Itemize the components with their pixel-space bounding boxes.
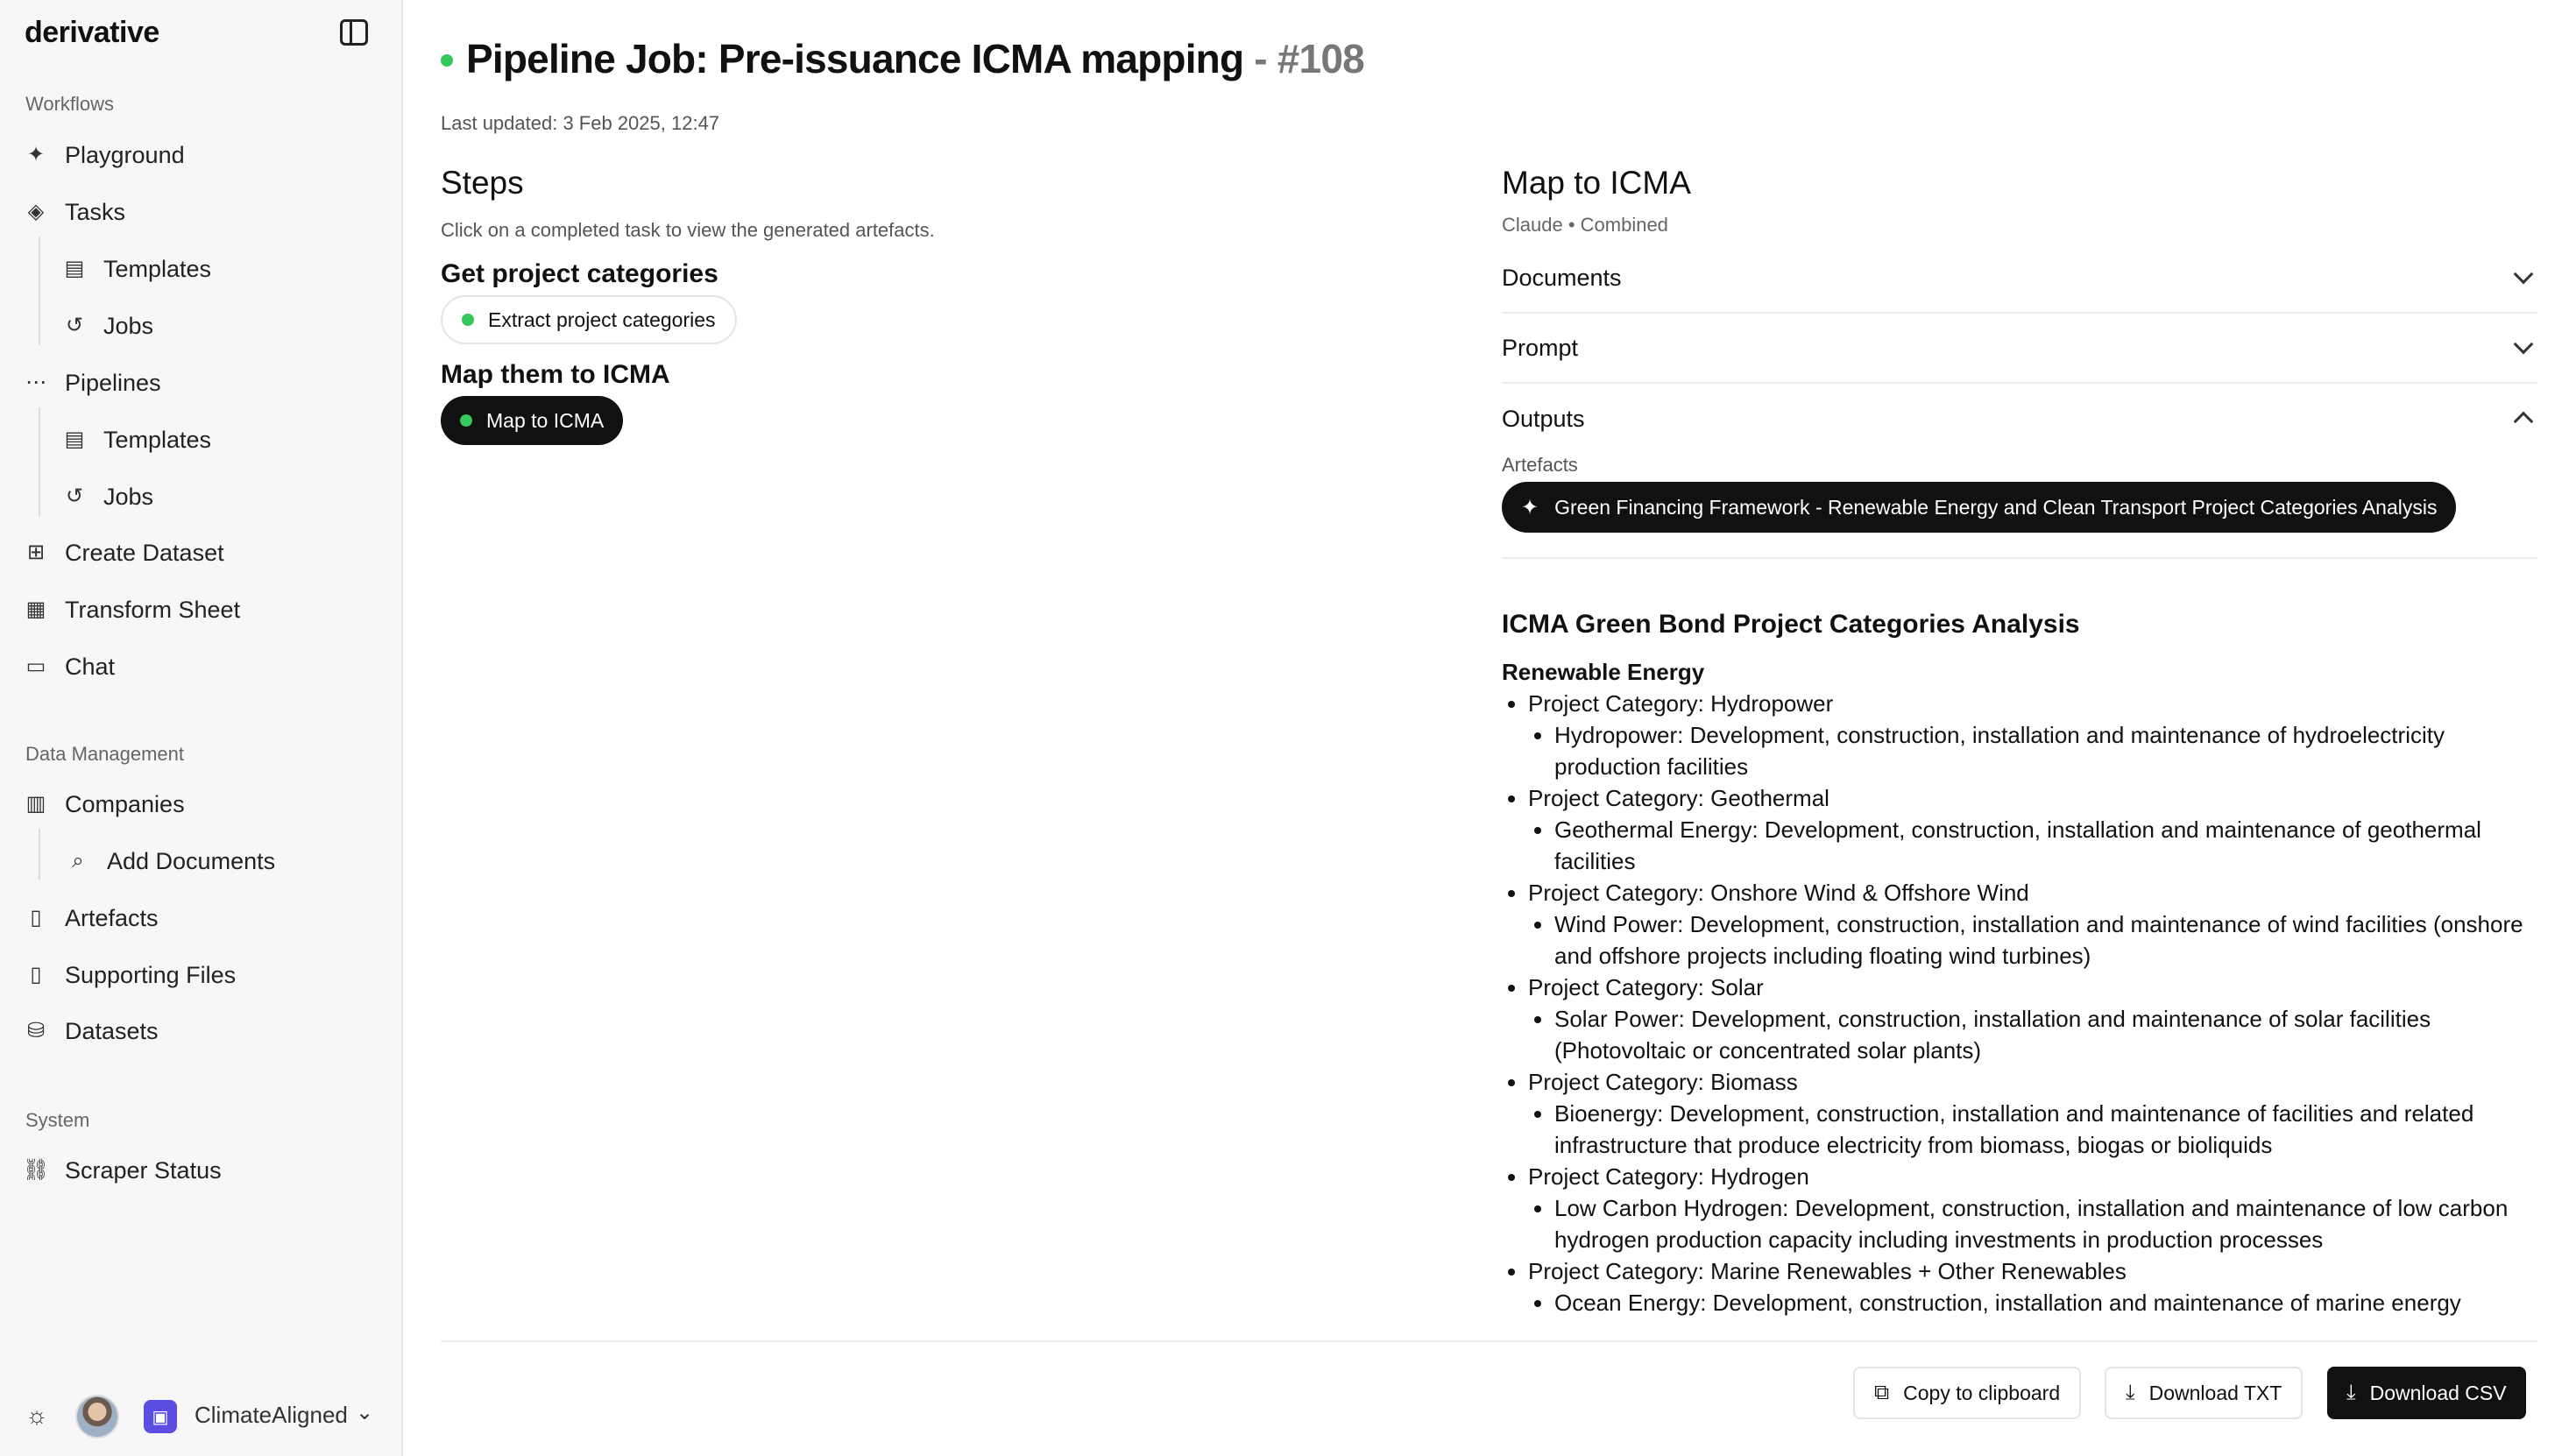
tree-line xyxy=(39,829,40,880)
tree-line xyxy=(39,237,40,345)
sidebar-item-artefacts[interactable] xyxy=(25,897,159,939)
download-csv-button[interactable] xyxy=(2327,1367,2526,1419)
accordion-prompt[interactable] xyxy=(1502,314,2537,384)
template-icon: ▤ xyxy=(64,257,85,280)
sheet-icon: ▦ xyxy=(25,597,46,621)
layers-icon: ◈ xyxy=(27,200,45,223)
sun-icon[interactable]: ☼ xyxy=(25,1402,48,1429)
action-bar-divider xyxy=(441,1340,2537,1342)
sidebar-item-label: Supporting Files xyxy=(65,961,237,988)
sidebar-item-label: Templates xyxy=(103,426,212,453)
category-detail: • Solar Power: Development, construction, installation and maintenance of solar facilities (Photovoltaic or concentrated solar plants) xyxy=(1554,1003,2537,1066)
copy-to-clipboard-button[interactable] xyxy=(1853,1367,2081,1419)
step-group-title: Map them to ICMA xyxy=(441,360,670,389)
download-icon: ⤓ xyxy=(2126,1381,2135,1404)
artefact-chip-label: Green Financing Framework - Renewable Energy and Clean Transport Project Categories Analysis xyxy=(1554,495,2438,519)
sidebar-item-task-templates[interactable] xyxy=(63,248,211,290)
section-label-workflows: Workflows xyxy=(25,93,115,115)
sidebar-item-transform-sheet[interactable] xyxy=(25,589,240,631)
category-item xyxy=(1528,1161,2537,1255)
accordion-outputs[interactable] xyxy=(1502,384,2537,454)
category-label: Project Category: Onshore Wind & Offshore Wind xyxy=(1528,880,2029,906)
step-group-title: Get project categories xyxy=(441,259,718,288)
category-item xyxy=(1528,877,2537,972)
sidebar-item-companies[interactable] xyxy=(25,783,185,825)
sidebar-item-pipeline-templates[interactable] xyxy=(63,419,211,461)
category-item xyxy=(1528,688,2537,782)
job-number: - #108 xyxy=(1254,36,1364,81)
sidebar-item-datasets[interactable] xyxy=(25,1010,159,1052)
brand-logo[interactable]: derivative xyxy=(25,16,159,49)
tree-line xyxy=(39,407,40,516)
status-dot xyxy=(460,414,472,427)
download-txt-button[interactable] xyxy=(2105,1367,2303,1419)
detail-title: Map to ICMA xyxy=(1502,165,1691,201)
sidebar-item-label: Add Documents xyxy=(107,847,276,874)
chevron-down-icon xyxy=(2514,335,2534,355)
status-dot xyxy=(462,314,474,326)
sidebar-item-label: Tasks xyxy=(65,198,126,225)
category-label: Project Category: Marine Renewables + Other Renewables xyxy=(1528,1258,2127,1284)
sidebar-item-label: Create Dataset xyxy=(65,539,224,566)
button-label: Copy to clipboard xyxy=(1903,1381,2061,1404)
accordion-label: Prompt xyxy=(1502,334,1579,361)
category-label: Project Category: Geothermal xyxy=(1528,785,1829,811)
category-label: Project Category: Hydrogen xyxy=(1528,1163,1809,1190)
artefact-chip[interactable] xyxy=(1502,482,2456,533)
pipeline-icon: ⋯ xyxy=(25,371,46,394)
file-icon: ▯ xyxy=(30,906,42,929)
category-item xyxy=(1528,782,2537,877)
output-document xyxy=(1502,610,2537,1318)
task-chip-label: Extract project categories xyxy=(488,307,716,331)
steps-title: Steps xyxy=(441,165,524,201)
sparkles-icon: ✦ xyxy=(26,143,46,166)
task-chip-extract-project-categories[interactable] xyxy=(441,295,737,344)
template-icon: ▤ xyxy=(64,428,85,451)
section-label-system: System xyxy=(25,1109,90,1131)
last-updated: Last updated: 3 Feb 2025, 12:47 xyxy=(441,112,720,134)
section-label-data-management: Data Management xyxy=(25,743,184,765)
button-label: Download CSV xyxy=(2369,1381,2507,1404)
output-subheading: Renewable Energy xyxy=(1502,659,1705,685)
sidebar-item-label: Transform Sheet xyxy=(65,596,241,623)
sidebar-item-label: Jobs xyxy=(103,483,154,510)
steps-hint: Click on a completed task to view the generated artefacts. xyxy=(441,219,935,241)
history-icon: ↺ xyxy=(65,314,84,337)
category-detail: • Bioenergy: Development, construction, installation and maintenance of facilities and related infrastructure that produce electricity from biomass, biogas or bioliquids xyxy=(1554,1098,2537,1161)
category-detail: • Wind Power: Development, construction, installation and maintenance of wind facilities (onshore and offshore projects including floating wind turbines) xyxy=(1554,908,2537,972)
category-item xyxy=(1528,1066,2537,1161)
sidebar-item-task-jobs[interactable] xyxy=(63,305,153,347)
sidebar-item-label: Playground xyxy=(65,141,185,168)
avatar[interactable] xyxy=(75,1395,119,1438)
artefacts-label: Artefacts xyxy=(1502,454,1578,476)
file-plus-icon: ▯ xyxy=(30,963,42,986)
sidebar-item-pipelines[interactable] xyxy=(25,362,161,404)
sidebar-footer xyxy=(0,1375,401,1456)
category-item xyxy=(1528,1255,2537,1318)
chevron-down-icon[interactable]: ⌄ xyxy=(356,1401,374,1424)
chat-icon: ▭ xyxy=(25,654,46,678)
download-icon: ⤓ xyxy=(2346,1381,2356,1404)
sidebar-item-chat[interactable] xyxy=(25,646,115,688)
sidebar-toggle-icon[interactable] xyxy=(340,19,368,46)
sidebar-item-add-documents[interactable] xyxy=(67,840,275,882)
organization-icon: ▣ xyxy=(144,1400,177,1433)
database-icon: ⛁ xyxy=(26,1019,46,1043)
sidebar-item-supporting-files[interactable] xyxy=(25,954,236,996)
detail-subtitle: Claude • Combined xyxy=(1502,214,1668,236)
page-title-text: Pipeline Job: Pre-issuance ICMA mapping xyxy=(466,36,1244,81)
category-item xyxy=(1528,972,2537,1066)
accordion-documents[interactable] xyxy=(1502,244,2537,314)
sidebar-item-label: Companies xyxy=(65,790,185,817)
task-chip-label: Map to ICMA xyxy=(486,408,605,432)
sidebar-item-playground[interactable] xyxy=(25,134,185,176)
sidebar-item-label: Pipelines xyxy=(65,369,161,396)
sidebar-item-label: Templates xyxy=(103,255,212,282)
category-detail: • Hydropower: Development, construction, installation and maintenance of hydroelectricity production facilities xyxy=(1554,719,2537,782)
chevron-up-icon xyxy=(2514,412,2534,432)
file-search-icon: ⌕ xyxy=(72,849,84,873)
sidebar-item-label: Jobs xyxy=(103,312,154,339)
history-icon: ↺ xyxy=(65,484,84,508)
divider xyxy=(1502,557,2537,559)
sidebar-item-tasks[interactable] xyxy=(25,191,125,233)
copy-icon: ⧉ xyxy=(1874,1381,1890,1404)
accordion-label: Outputs xyxy=(1502,405,1585,432)
status-indicator xyxy=(441,54,453,67)
building-icon: ▥ xyxy=(25,792,46,816)
category-label: Project Category: Biomass xyxy=(1528,1069,1798,1095)
link-icon: ⛓ xyxy=(22,1158,50,1182)
sidebar-item-pipeline-jobs[interactable] xyxy=(63,476,153,518)
table-icon: ⊞ xyxy=(26,541,46,564)
category-label: Project Category: Hydropower xyxy=(1528,690,1834,717)
output-heading: ICMA Green Bond Project Categories Analysis xyxy=(1502,610,2080,639)
sparkles-icon: ✦ xyxy=(1521,495,1539,519)
sidebar-item-label: Chat xyxy=(65,653,116,680)
sidebar-item-label: Datasets xyxy=(65,1017,159,1044)
category-detail: • Ocean Energy: Development, construction, installation and maintenance of marine energy xyxy=(1554,1287,2537,1318)
sidebar-item-create-dataset[interactable] xyxy=(25,532,224,574)
org-switcher-label[interactable]: ClimateAligned xyxy=(195,1402,348,1428)
sidebar-item-label: Artefacts xyxy=(65,904,159,931)
sidebar xyxy=(0,0,403,1456)
category-label: Project Category: Solar xyxy=(1528,974,1764,1000)
sidebar-item-label: Scraper Status xyxy=(65,1156,222,1184)
category-list xyxy=(1502,688,2537,1318)
button-label: Download TXT xyxy=(2148,1381,2282,1404)
category-detail: • Geothermal Energy: Development, construction, installation and maintenance of geothermal facilities xyxy=(1554,814,2537,877)
category-detail: • Low Carbon Hydrogen: Development, construction, installation and maintenance of low carbon hydrogen production capacity including investments in production processes xyxy=(1554,1192,2537,1255)
chevron-down-icon xyxy=(2514,265,2534,285)
page-title xyxy=(466,35,1364,82)
sidebar-item-scraper-status[interactable] xyxy=(22,1149,222,1191)
accordion-label: Documents xyxy=(1502,264,1622,291)
task-chip-map-to-icma[interactable] xyxy=(441,396,623,445)
